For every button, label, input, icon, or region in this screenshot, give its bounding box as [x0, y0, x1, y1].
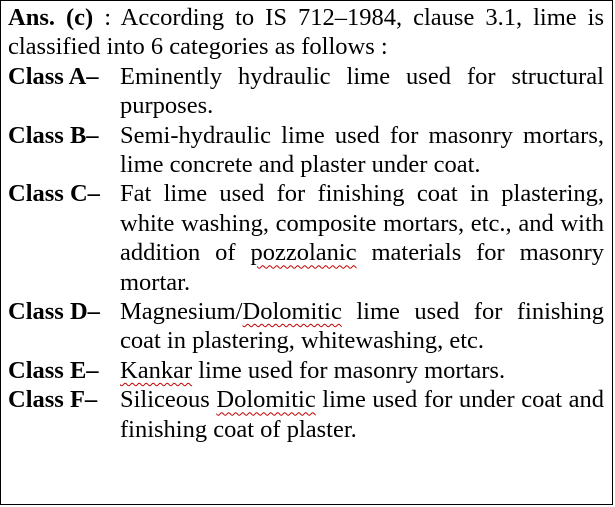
class-d-text-end: lime used for finishing coat in plastering, whitewashing, etc.	[120, 298, 604, 355]
class-c-label: Class C–	[8, 180, 100, 208]
spellcheck-word-pozzolanic: pozzolanic	[250, 239, 357, 267]
class-e-text-end: lime used for masonry mortars.	[192, 356, 506, 384]
class-f-text-start: Siliceous	[120, 386, 217, 414]
class-d-description	[120, 297, 604, 356]
class-e-row	[8, 356, 604, 385]
class-a-label: Class A–	[8, 62, 99, 90]
spellcheck-word-dolomitic: Dolomitic	[242, 298, 342, 326]
class-e-description	[120, 356, 604, 385]
answer-intro	[8, 3, 604, 62]
class-f-label: Class F–	[8, 386, 98, 414]
class-c-description	[120, 179, 604, 297]
class-b-description	[120, 121, 604, 180]
class-f-row	[8, 385, 604, 444]
class-b-label: Class B–	[8, 121, 99, 149]
class-f-text-end: lime used for under coat and finishing coat of plaster.	[120, 386, 604, 443]
class-a-description	[120, 62, 604, 121]
spellcheck-word-dolomitic-2: Dolomitic	[216, 386, 316, 414]
spellcheck-word-kankar: Kankar	[120, 356, 193, 384]
class-c-row	[8, 179, 604, 297]
class-a-row	[8, 62, 604, 121]
class-d-row	[8, 297, 604, 356]
class-c-text-end: materials for masonry mortar.	[120, 239, 604, 296]
answer-label: Ans. (c)	[8, 4, 94, 31]
class-b-row	[8, 121, 604, 180]
class-e-label: Class E–	[8, 356, 99, 384]
class-f-description	[120, 385, 604, 444]
class-c-text-start: Fat lime used for finishing coat in plastering, white washing, composite mortars, etc., and with addition of	[120, 180, 604, 267]
class-d-text-start: Magnesium/	[120, 298, 243, 326]
class-b-text: Semi-hydraulic lime used for masonry mortars, lime concrete and plaster under coat.	[120, 121, 604, 179]
class-a-text: Eminently hydraulic lime used for structural purposes.	[120, 62, 604, 120]
class-d-label: Class D–	[8, 298, 100, 326]
answer-intro-text: : According to IS 712–1984, clause 3.1, lime is classified into 6 categories as follows :	[8, 4, 604, 61]
